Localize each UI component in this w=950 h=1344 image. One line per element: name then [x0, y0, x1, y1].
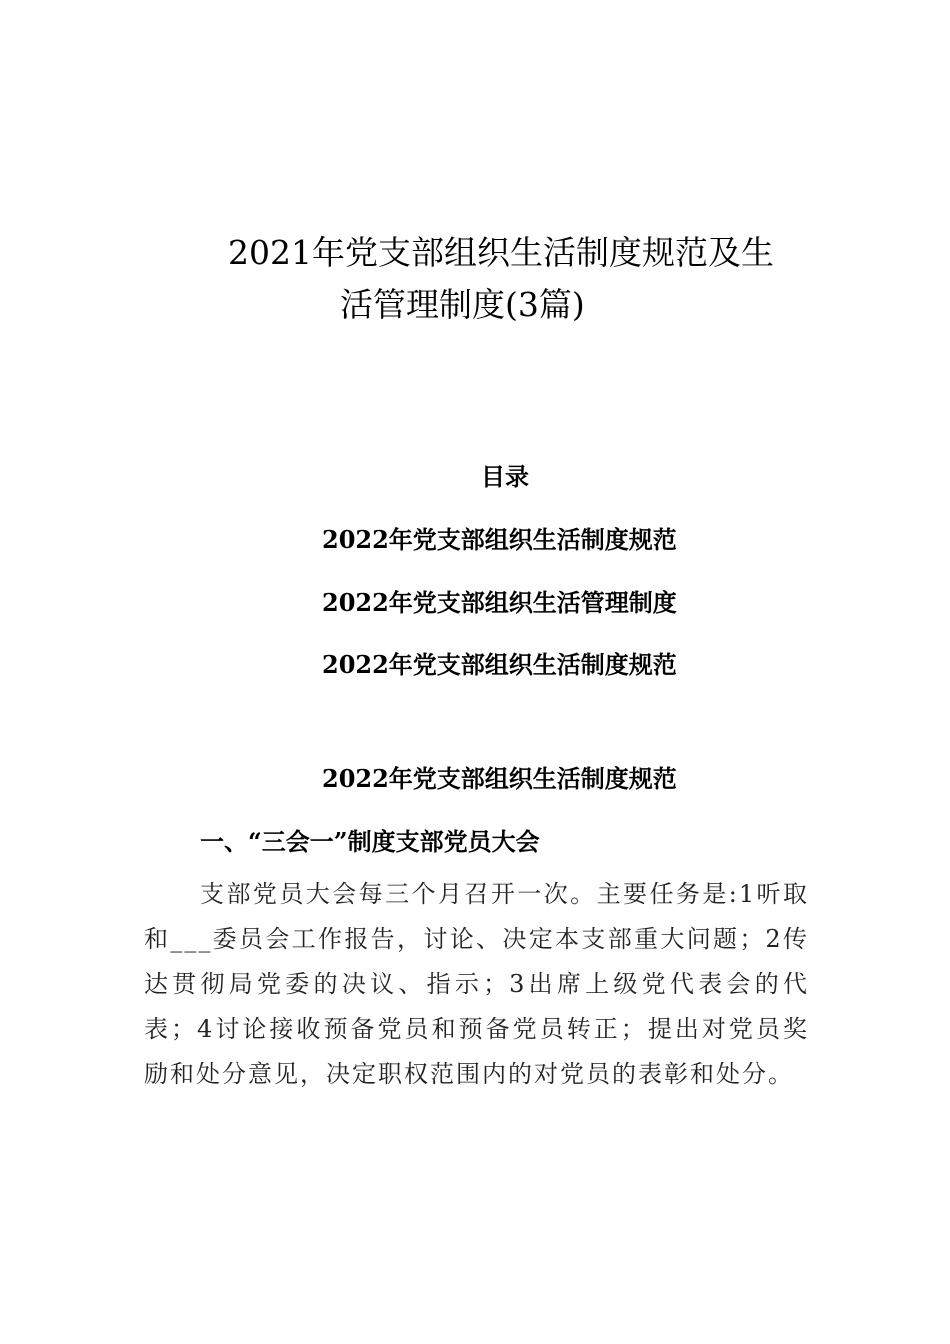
document-title-line-2: 活管理制度(3篇)	[340, 285, 585, 324]
toc-item-3: 2022年党支部组织生活制度规范	[322, 650, 677, 679]
document-title-line-1: 2021年党支部组织生活制度规范及生	[228, 233, 774, 272]
section-subheading: 一、“三会一”制度支部党员大会	[200, 827, 540, 856]
section-title: 2022年党支部组织生活制度规范	[322, 764, 677, 793]
section-paragraph: 支部党员大会每三个月召开一次。主要任务是:1听取和___委员会工作报告，讨论、决定本支部重大问题；2传达贯彻局党委的决议、指示；3出席上级党代表会的代表；4讨论接收预备党员和预备党员转正；提出对党员奖励和处分意见，决定职权范围内的对党员的表彰和处分。	[144, 880, 809, 1088]
toc-heading: 目录	[481, 462, 529, 491]
toc-item-2: 2022年党支部组织生活管理制度	[322, 588, 677, 617]
toc-item-1: 2022年党支部组织生活制度规范	[322, 525, 677, 554]
